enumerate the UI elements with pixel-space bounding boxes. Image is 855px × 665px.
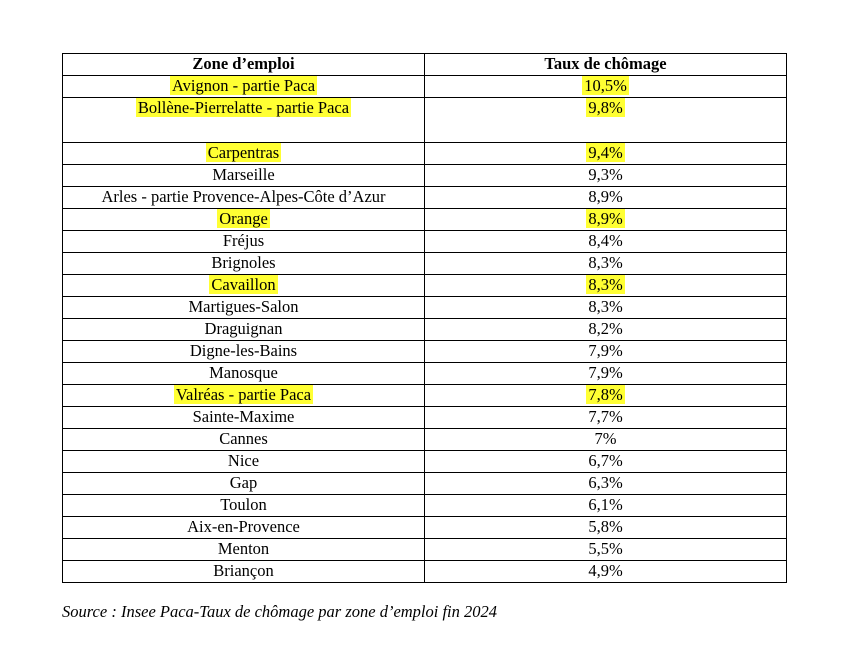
taux-value: 4,9% (588, 561, 623, 580)
source-caption: Source : Insee Paca-Taux de chômage par zone d’emploi fin 2024 (62, 602, 498, 621)
zone-label: Avignon - partie Paca (171, 76, 316, 95)
table-row (63, 429, 787, 451)
taux-value: 7,9% (588, 363, 623, 382)
taux-value: 8,9% (588, 187, 623, 206)
zone-label: Gap (229, 473, 258, 492)
cell-taux (425, 429, 787, 451)
cell-taux (425, 407, 787, 429)
zone-label: Cannes (219, 429, 268, 448)
zone-label: Menton (217, 539, 270, 558)
cell-zone (63, 407, 425, 429)
taux-value: 5,8% (588, 517, 623, 536)
table-row (63, 231, 787, 253)
cell-zone (63, 473, 425, 495)
cell-zone (63, 385, 425, 407)
table-row (63, 187, 787, 209)
table-row (63, 165, 787, 187)
cell-taux (425, 165, 787, 187)
table-row (63, 407, 787, 429)
cell-zone (63, 98, 425, 143)
zone-label: Carpentras (207, 143, 280, 162)
zone-label: Sainte-Maxime (192, 407, 295, 426)
cell-taux (425, 76, 787, 98)
zone-label: Fréjus (222, 231, 265, 250)
cell-zone (63, 143, 425, 165)
cell-zone (63, 165, 425, 187)
zone-label: Bollène-Pierrelatte - partie Paca (137, 98, 350, 117)
cell-zone (63, 451, 425, 473)
taux-value: 9,8% (588, 98, 623, 117)
table-row (63, 473, 787, 495)
cell-taux (425, 253, 787, 275)
taux-value: 6,1% (588, 495, 623, 514)
zone-label: Briançon (213, 561, 274, 580)
cell-taux (425, 495, 787, 517)
zone-label: Manosque (209, 363, 278, 382)
taux-value: 9,4% (588, 143, 623, 162)
table-row (63, 539, 787, 561)
cell-taux (425, 341, 787, 363)
table-row (63, 385, 787, 407)
cell-taux (425, 561, 787, 583)
cell-taux (425, 231, 787, 253)
cell-zone (63, 231, 425, 253)
zone-label: Digne-les-Bains (189, 341, 298, 360)
cell-taux (425, 275, 787, 297)
taux-value: 10,5% (584, 76, 627, 95)
cell-taux (425, 297, 787, 319)
cell-taux (425, 451, 787, 473)
taux-value: 7,8% (588, 385, 623, 404)
cell-taux (425, 539, 787, 561)
zone-label: Marseille (212, 165, 275, 184)
cell-zone (63, 319, 425, 341)
cell-zone (63, 209, 425, 231)
zone-label: Cavaillon (211, 275, 276, 294)
cell-taux (425, 187, 787, 209)
table-row (63, 76, 787, 98)
cell-taux (425, 98, 787, 143)
table-row (63, 451, 787, 473)
cell-zone (63, 341, 425, 363)
zone-label: Nice (227, 451, 260, 470)
taux-value: 9,3% (588, 165, 623, 184)
taux-value: 7% (594, 429, 617, 448)
cell-taux (425, 319, 787, 341)
cell-taux (425, 209, 787, 231)
zone-label: Martigues-Salon (188, 297, 299, 316)
zone-label: Toulon (220, 495, 267, 514)
table-row (63, 275, 787, 297)
cell-zone (63, 429, 425, 451)
taux-value: 8,3% (588, 275, 623, 294)
taux-value: 8,3% (588, 297, 623, 316)
header-zone: Zone d’emploi (63, 54, 425, 76)
table-row (63, 297, 787, 319)
zone-label: Aix-en-Provence (187, 517, 300, 536)
table-row (63, 98, 787, 143)
header-taux: Taux de chômage (425, 54, 787, 76)
table-row (63, 561, 787, 583)
taux-value: 8,9% (588, 209, 623, 228)
cell-zone (63, 187, 425, 209)
cell-taux (425, 385, 787, 407)
cell-zone (63, 539, 425, 561)
cell-zone (63, 561, 425, 583)
taux-value: 8,2% (588, 319, 623, 338)
taux-value: 6,7% (588, 451, 623, 470)
cell-taux (425, 473, 787, 495)
taux-value: 8,4% (588, 231, 623, 250)
cell-taux (425, 517, 787, 539)
cell-taux (425, 143, 787, 165)
zone-label: Valréas - partie Paca (175, 385, 312, 404)
zone-label: Brignoles (211, 253, 276, 272)
cell-zone (63, 275, 425, 297)
table-row (63, 495, 787, 517)
taux-value: 7,7% (588, 407, 623, 426)
cell-zone (63, 363, 425, 385)
table-row (63, 253, 787, 275)
table-row (63, 209, 787, 231)
unemployment-table (62, 53, 787, 583)
cell-taux (425, 363, 787, 385)
taux-value: 7,9% (588, 341, 623, 360)
table-header-row (63, 54, 787, 76)
taux-value: 8,3% (588, 253, 623, 272)
zone-label: Draguignan (204, 319, 283, 338)
cell-zone (63, 297, 425, 319)
table-row (63, 143, 787, 165)
zone-label: Arles - partie Provence-Alpes-Côte d’Azur (101, 187, 386, 206)
table-row (63, 319, 787, 341)
table-row (63, 517, 787, 539)
table-row (63, 363, 787, 385)
taux-value: 5,5% (588, 539, 623, 558)
cell-zone (63, 495, 425, 517)
zone-label: Orange (219, 209, 268, 228)
table-body (63, 76, 787, 583)
taux-value: 6,3% (588, 473, 623, 492)
cell-zone (63, 253, 425, 275)
table-row (63, 341, 787, 363)
cell-zone (63, 517, 425, 539)
cell-zone (63, 76, 425, 98)
